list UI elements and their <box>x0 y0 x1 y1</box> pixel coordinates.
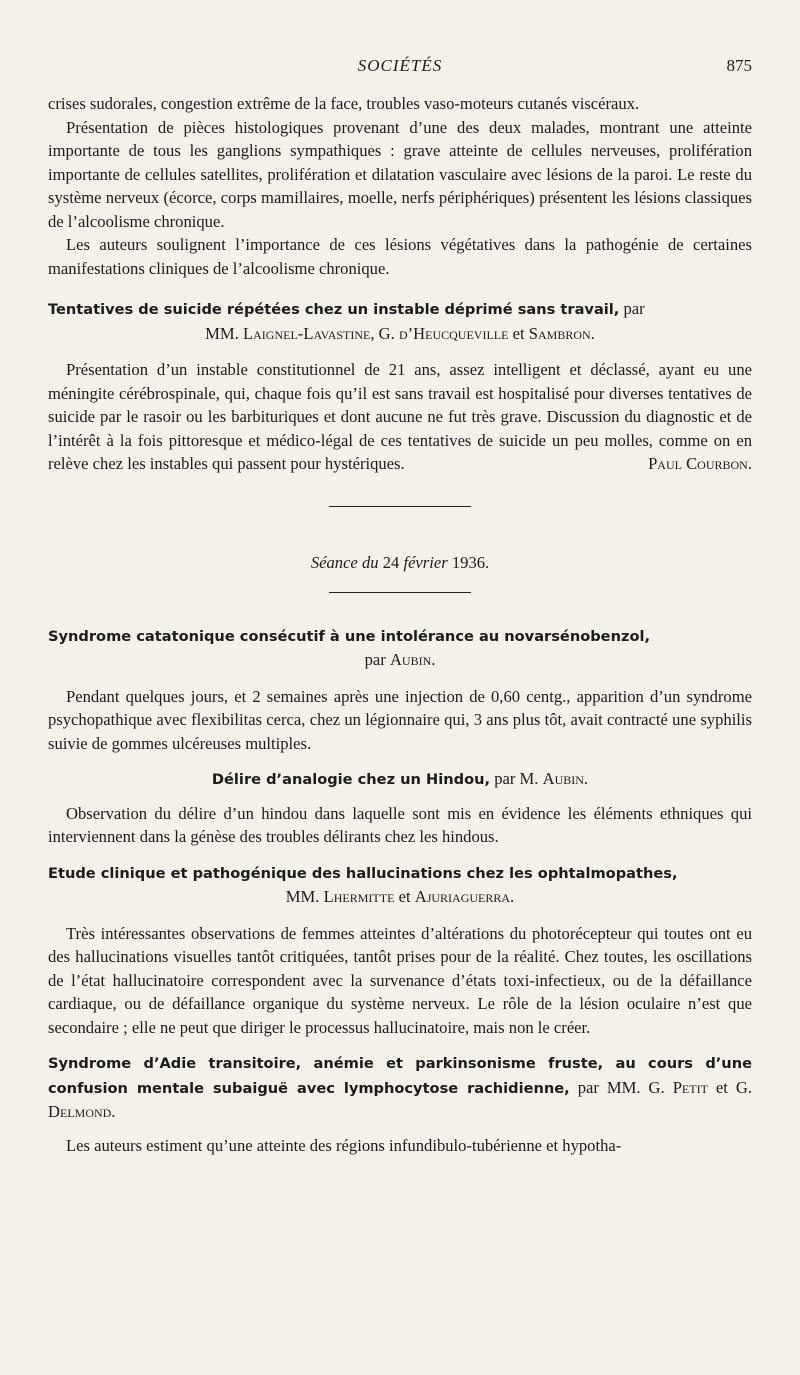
article-1-title: Tentatives de suicide répétées chez un instable déprimé sans travail, <box>48 301 620 318</box>
article-3-title: Délire d’analogie chez un Hindou, <box>211 771 491 788</box>
article-2-body: Pendant quelques jours, et 2 semaines après une injection de 0,60 centg., apparition d’un syndrome psychopathique avec flexibilitas cerca, chez un légionnaire qui, 3 ans plus tôt, avait contracté une syphilis suivie de gommes ulcéreuses multiples. <box>48 686 752 753</box>
article-2-byline: par Aubin. <box>364 650 436 669</box>
article-4-author-1: Lhermitte <box>323 887 395 906</box>
article-5-body: Les auteurs estiment qu’une atteinte des régions infundibulo-tubérienne et hypotha- <box>66 1135 622 1155</box>
article-1-body: Présentation d’un instable constitutionnel de 21 ans, assez intelligent et déclassé, ayant eu une méningite cérébrospinale, qui, chaque fois qu’il est sans travail est hospitalisé pour diverses tentatives de suicide par le rasoir ou les barbituriques et dont aucune ne fut très grave. Discussion du diagnostic et de l’intérêt à la fois pittoresque et médico-légal de ces tentatives de suicide un peu molles, comme on en relève chez les instables qui passent pour hystériques. Paul Courbon. <box>48 358 752 476</box>
article-4-title: Etude clinique et pathogénique des hallucinations chez les ophtalmopathes, <box>48 864 678 882</box>
page-number: 875 <box>726 56 752 75</box>
article-4-author-2: Ajuriaguerra. <box>414 887 515 906</box>
article-2-title: Syndrome catatonique consécutif à une intolérance au novarsénobenzol, <box>48 627 651 645</box>
session-date: Séance du 24 février 1936. <box>310 552 490 572</box>
article-5-heading: Syndrome d’Adie transitoire, anémie et parkinsonisme fruste, au cours d’une confusion mentale subaiguë avec lymphocytose rachidienne, par MM. G. Petit et G. Delmond. <box>48 1055 753 1121</box>
article-1-heading <box>48 297 752 345</box>
article-1-by: par <box>623 299 645 318</box>
article-3-author: Aubin. <box>542 769 589 788</box>
article-1-signature: Paul Courbon. <box>648 454 752 473</box>
article-5-author-2: Delmond. <box>48 1102 116 1121</box>
article-2-heading <box>48 624 752 672</box>
running-title: SOCIÉTÉS <box>357 56 443 75</box>
article-5-author-1: Petit <box>672 1077 708 1097</box>
article-3-body: Observation du délire d’un hindou dans laquelle sont mis en évidence les éléments ethniques qui interviennent dans la génèse des troubles délirants chez les hindous. <box>48 803 752 846</box>
article-4-body: Très intéressantes observations de femmes atteintes d’altérations du photorécepteur qui toutes ont eu des hallucinations visuelles tantôt critiquées, tantôt prises pour de la réalité. Chez toutes, les oscillations de l’état hallucinatoire correspondent avec la survenance d’états toxi-infectieux, ou de la défaillance cardiaque, ou de défaillance organique du système nerveux. Le rôle de la lésion oculaire n’est que secondaire ; elle ne peut que diriger le processus hallucinatoire, mais non le créer. <box>48 923 752 1037</box>
page-content <box>48 92 752 1157</box>
continuation-paragraph-2: Présentation de pièces histologiques provenant d’une des deux malades, montrant une atteinte importante de tous les ganglions sympathiques : grave atteinte de cellules nerveuses, prolifération importante de cellules satellites, prolifération et dilatation vasculaire avec lésions de la paroi. Le reste du système nerveux (écorce, corps mamillaires, moelle, nerfs périphériques) présentent les lésions classiques de l’alcoolisme chronique. <box>48 117 752 231</box>
article-2-author: Aubin. <box>389 650 436 669</box>
article-4-heading <box>48 861 752 909</box>
article-1-author-1: Laignel-Lavastine <box>243 323 371 343</box>
article-4-authors: MM. Lhermitte et Ajuriaguerra. <box>285 887 515 906</box>
article-5-title: Syndrome d’Adie transitoire, anémie et parkinsonisme fruste, au cours d’une confusion mentale subaiguë avec lymphocytose rachidienne, <box>48 1055 752 1097</box>
article-1-author-2: d’Heucqueville <box>398 323 509 343</box>
article-1-authors: MM. Laignel-Lavastine, G. d’Heucqueville et Sambron. <box>205 323 595 343</box>
running-head <box>48 56 752 80</box>
continuation-paragraph-3: Les auteurs soulignent l’importance de ces lésions végétatives dans la pathogénie de certaines manifestations cliniques de l’alcoolisme chronique. <box>48 235 752 278</box>
continuation-paragraph-1: crises sudorales, congestion extrême de la face, troubles vaso-moteurs cutanés viscéraux. <box>48 94 640 113</box>
article-3-heading: Délire d’analogie chez un Hindou, par M. Aubin. <box>211 769 589 788</box>
article-1-author-3: Sambron. <box>528 323 595 343</box>
